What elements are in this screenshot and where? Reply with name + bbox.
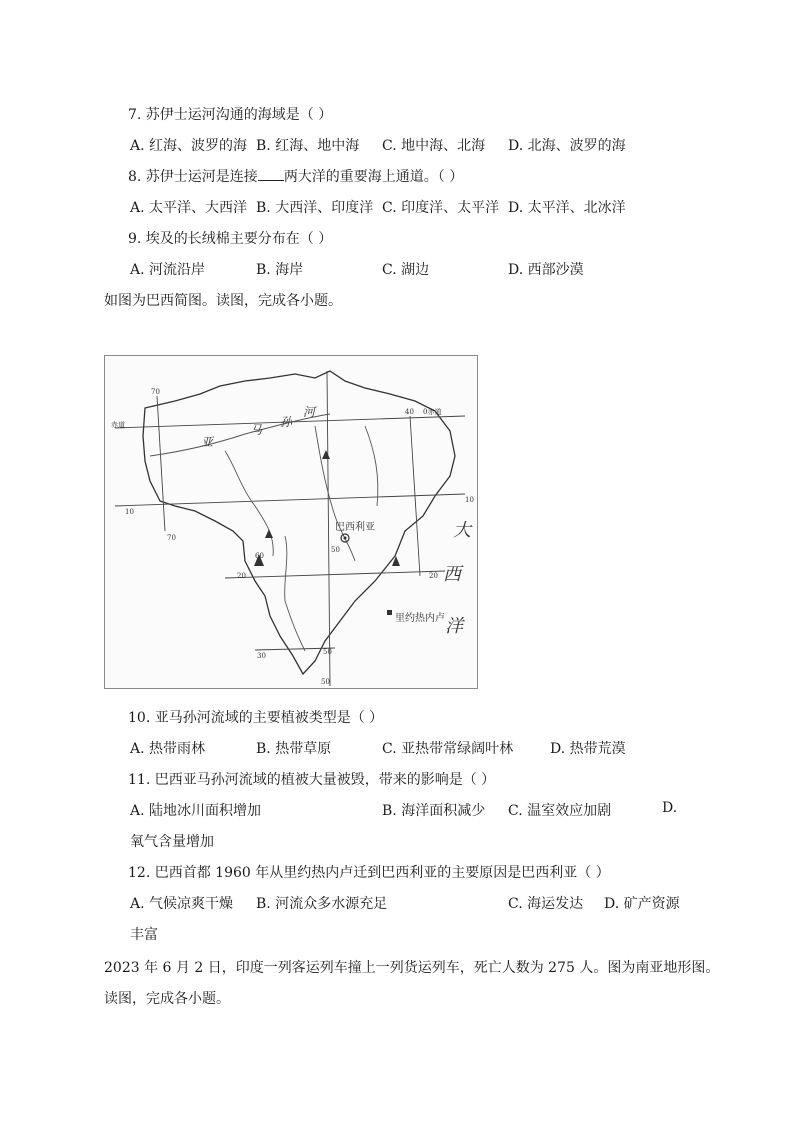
q11-option-c: C. 温室效应加剧 xyxy=(508,803,612,819)
brazil-intro: 如图为巴西简图。读图，完成各小题。 xyxy=(104,293,342,309)
q9-option-b: B. 海岸 xyxy=(256,262,304,278)
lat20-right-label: 20 xyxy=(429,572,438,580)
ocean-label-3: 洋 xyxy=(445,616,463,637)
river-4 xyxy=(365,426,378,506)
q8-blank xyxy=(258,168,284,181)
river-label-ya: 亚 xyxy=(201,435,214,449)
brazil-outline xyxy=(143,371,455,674)
q12-option-d-cont: 丰富 xyxy=(130,927,158,943)
q12-option-a: A. 气候凉爽干燥 xyxy=(130,896,234,912)
lon70-bottom-label: 70 xyxy=(167,534,176,542)
river-2 xyxy=(225,451,273,556)
lon60-label: 60 xyxy=(255,552,264,560)
lon50-bottom-label: 50 xyxy=(321,678,330,686)
question-9-stem: 9. 埃及的长绒棉主要分布在（ ） xyxy=(128,231,333,247)
river-label-he: 河 xyxy=(303,405,316,419)
river-label-xun: 孙 xyxy=(280,415,293,429)
q10-option-b: B. 热带草原 xyxy=(256,741,332,757)
q9-option-a: A. 河流沿岸 xyxy=(130,262,206,278)
ocean-label-2: 西 xyxy=(443,564,461,585)
q12-option-b: B. 河流众多水源充足 xyxy=(256,896,388,912)
q10-option-d: D. 热带荒漠 xyxy=(550,741,626,757)
amazon-river xyxy=(150,414,330,456)
mountain-1 xyxy=(322,450,330,459)
q8-stem-after: 两大洋的重要海上通道。（ ） xyxy=(283,169,464,185)
q12-option-c: C. 海运发达 xyxy=(508,896,584,912)
rio-marker xyxy=(387,610,392,615)
lat20-line xyxy=(225,571,445,578)
lat10-line xyxy=(115,494,465,506)
question-7-stem: 7. 苏伊士运河沟通的海域是（ ） xyxy=(128,107,333,123)
question-11-stem: 11. 巴西亚马孙河流域的植被大量被毁，带来的影响是（ ） xyxy=(128,772,496,788)
brazil-map-svg xyxy=(105,356,477,688)
q8-option-a: A. 太平洋、大西洋 xyxy=(130,200,248,216)
q8-option-d: D. 太平洋、北冰洋 xyxy=(508,200,626,216)
lon50-lower-label: 50 xyxy=(323,648,332,656)
q11-option-b: B. 海洋面积减少 xyxy=(382,803,486,819)
river-3 xyxy=(315,426,355,561)
q9-option-c: C. 湖边 xyxy=(382,262,430,278)
lon50-mid-label: 50 xyxy=(331,546,340,554)
equator-label-left: 赤道 xyxy=(111,421,125,429)
q7-option-c: C. 地中海、北海 xyxy=(382,138,486,154)
equator-label-right: 0赤道 xyxy=(423,408,442,416)
q8-option-c: C. 印度洋、太平洋 xyxy=(382,200,500,216)
question-10-stem: 10. 亚马孙河流域的主要植被类型是（ ） xyxy=(128,710,384,726)
lon70-top-label: 70 xyxy=(151,388,160,396)
brazil-map xyxy=(104,355,478,689)
lat10-left-label: 10 xyxy=(125,508,134,516)
q11-option-d: D. xyxy=(662,800,678,816)
river-5 xyxy=(285,536,305,651)
lat20-left-label: 20 xyxy=(237,572,246,580)
rio-label: 里约热内卢 xyxy=(395,613,445,624)
q10-option-a: A. 热带雨林 xyxy=(130,741,206,757)
question-8-stem xyxy=(128,166,463,186)
q7-option-a: A. 红海、波罗的海 xyxy=(130,138,248,154)
mountain-2 xyxy=(265,529,273,538)
brasilia-label: 巴西利亚 xyxy=(335,522,375,533)
lat10-right-label: 10 xyxy=(465,496,474,504)
q11-option-d-cont: 氧气含量增加 xyxy=(130,834,214,850)
q8-option-b: B. 大西洋、印度洋 xyxy=(256,200,374,216)
q10-option-c: C. 亚热带常绿阔叶林 xyxy=(382,741,514,757)
lon40-label: 40 xyxy=(405,408,414,416)
q9-option-d: D. 西部沙漠 xyxy=(508,262,584,278)
q7-option-d: D. 北海、波罗的海 xyxy=(508,138,626,154)
q8-stem-before: 8. 苏伊士运河是连接 xyxy=(128,169,258,185)
india-intro-line-1: 2023 年 6 月 2 日，印度一列客运列车撞上一列货运列车，死亡人数为 275 人。图为南亚地形图。 xyxy=(104,960,720,976)
q11-option-a: A. 陆地冰川面积增加 xyxy=(130,803,262,819)
q12-option-d: D. 矿产资源 xyxy=(604,896,680,912)
question-12-stem: 12. 巴西首都 1960 年从里约热内卢迁到巴西利亚的主要原因是巴西利亚（ ） xyxy=(128,865,610,881)
ocean-label-1: 大 xyxy=(453,520,471,541)
lat30-left-label: 30 xyxy=(257,652,266,660)
river-label-ma: 马 xyxy=(250,423,263,437)
lon70-line xyxy=(157,396,165,531)
q7-option-b: B. 红海、地中海 xyxy=(256,138,360,154)
india-intro-line-2: 读图，完成各小题。 xyxy=(104,991,230,1007)
